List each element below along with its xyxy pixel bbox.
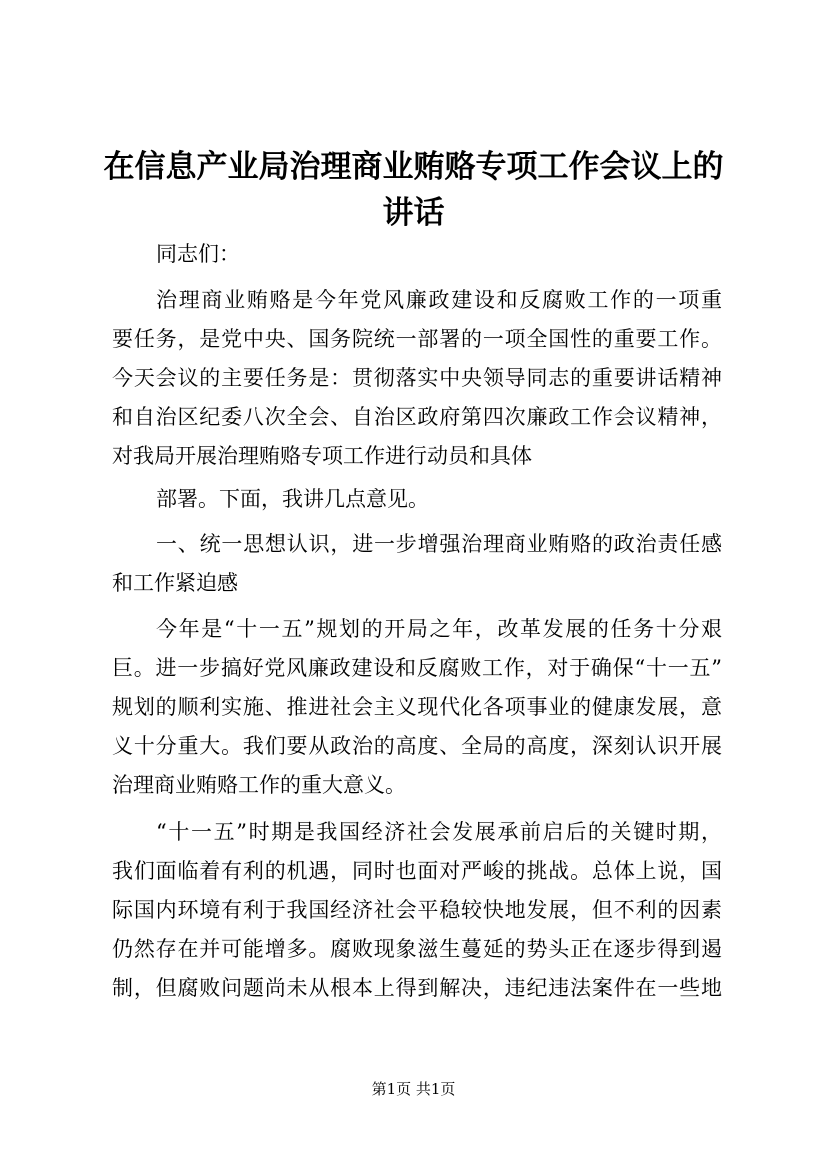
body-line: 治理商业贿赂工作的重大意义。 bbox=[112, 773, 406, 797]
body-line: 际国内环境有利于我国经济社会平稳较快地发展，但不利的因素 bbox=[112, 898, 722, 922]
body-line: 义十分重大。我们要从政治的高度、全局的高度，深刻认识开展 bbox=[112, 734, 722, 758]
body-line: 今年是“十一五”规划的开局之年，改革发展的任务十分艰 bbox=[156, 617, 722, 641]
body-line: 制，但腐败问题尚未从根本上得到解决，违纪违法案件在一些地 bbox=[112, 976, 722, 1000]
body-line: 今天会议的主要任务是：贯彻落实中央领导同志的重要讲话精神 bbox=[112, 366, 722, 390]
body-line: 对我局开展治理贿赂专项工作进行动员和具体 bbox=[112, 444, 532, 468]
body-line: “十一五”时期是我国经济社会发展承前启后的关键时期， bbox=[156, 820, 722, 844]
page-number-footer: 第1页 共1页 bbox=[371, 1080, 456, 1098]
section-heading-line: 和工作紧迫感 bbox=[112, 571, 238, 595]
body-line: 我们面临着有利的机遇，同时也面对严峻的挑战。总体上说，国 bbox=[112, 859, 722, 883]
document-title-line-1: 在信息产业局治理商业贿赂专项工作会议上的 bbox=[103, 149, 724, 185]
body-line: 治理商业贿赂是今年党风廉政建设和反腐败工作的一项重 bbox=[156, 288, 722, 312]
section-heading-line: 一、统一思想认识，进一步增强治理商业贿赂的政治责任感 bbox=[156, 532, 722, 556]
body-line: 要任务，是党中央、国务院统一部署的一项全国性的重要工作。 bbox=[112, 327, 722, 351]
salutation: 同志们： bbox=[156, 242, 240, 266]
body-line: 巨。进一步搞好党风廉政建设和反腐败工作，对于确保“十一五” bbox=[112, 656, 722, 680]
body-line: 部署。下面，我讲几点意见。 bbox=[156, 487, 429, 511]
body-line: 规划的顺利实施、推进社会主义现代化各项事业的健康发展，意 bbox=[112, 695, 722, 719]
document-title-line-2: 讲话 bbox=[382, 195, 445, 231]
body-line: 和自治区纪委八次全会、自治区政府第四次廉政工作会议精神， bbox=[112, 405, 722, 429]
body-line: 仍然存在并可能增多。腐败现象滋生蔓延的势头正在逐步得到遏 bbox=[112, 937, 722, 961]
